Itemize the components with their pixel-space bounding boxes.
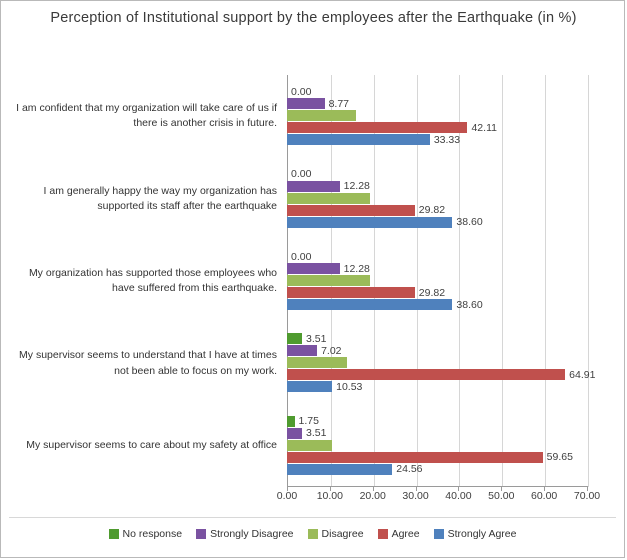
bar — [287, 134, 430, 145]
x-tick-label: 0.00 — [276, 490, 298, 502]
bar-value-label: 1.75 — [298, 415, 319, 428]
bar-value-label: 38.60 — [456, 298, 483, 311]
bar — [287, 181, 340, 192]
bar — [287, 287, 415, 298]
bar-value-label: 0.00 — [291, 85, 312, 98]
legend-swatch — [378, 529, 388, 539]
bar — [287, 345, 317, 356]
bar — [287, 452, 543, 463]
bar — [287, 440, 332, 451]
bar-value-label: 10.53 — [336, 380, 363, 393]
x-tick-label: 20.00 — [359, 490, 386, 502]
bar — [287, 110, 356, 121]
bar — [287, 299, 452, 310]
legend-item[interactable] — [378, 528, 420, 540]
legend-swatch — [109, 529, 119, 539]
legend-label: Strongly Agree — [447, 528, 517, 540]
bar — [287, 217, 452, 228]
legend-item[interactable] — [109, 528, 183, 540]
legend-label: Disagree — [321, 528, 364, 540]
bar — [287, 381, 332, 392]
category-label: I am confident that my organization will take care of us if there is another crisis in future. — [16, 102, 277, 130]
x-tick-label: 70.00 — [573, 490, 601, 502]
legend-swatch — [308, 529, 318, 539]
bar — [287, 98, 325, 109]
bar-value-label: 24.56 — [396, 463, 423, 476]
bar-value-label: 42.11 — [471, 121, 497, 134]
x-tick-label: 30.00 — [402, 490, 429, 502]
category-label: My organization has supported those employees who have suffered from this earthquake. — [28, 267, 277, 295]
legend-swatch — [196, 529, 206, 539]
x-tick-label: 40.00 — [445, 490, 472, 502]
gridline — [545, 75, 546, 487]
x-axis-line — [287, 486, 588, 487]
x-tick-label: 10.00 — [316, 490, 343, 502]
legend-divider — [9, 517, 616, 518]
bar — [287, 275, 370, 286]
bar-value-label: 7.02 — [321, 344, 342, 357]
gridline — [502, 75, 503, 487]
legend-item[interactable] — [434, 528, 517, 540]
bar-value-label: 59.65 — [546, 451, 573, 464]
bar-value-label: 33.33 — [433, 133, 461, 146]
bar — [287, 193, 370, 204]
bar — [287, 369, 565, 380]
bar-value-label: 3.51 — [306, 332, 327, 345]
x-tick-label: 60.00 — [531, 490, 558, 502]
legend-label: No response — [122, 528, 183, 540]
category-label: I am generally happy the way my organization has supported its staff after the earthquake — [43, 184, 277, 212]
legend-item[interactable] — [308, 528, 364, 540]
bar-value-label: 29.82 — [418, 286, 446, 299]
bar-value-label: 12.28 — [343, 180, 370, 193]
bar-value-label: 8.77 — [328, 97, 350, 110]
legend-label: Strongly Disagree — [210, 528, 294, 540]
bar — [287, 428, 302, 439]
legend-swatch — [434, 529, 444, 539]
bar — [287, 263, 340, 274]
legend-label: Agree — [391, 528, 420, 540]
gridline — [588, 75, 589, 487]
bar — [287, 122, 467, 133]
bar — [287, 464, 392, 475]
bar-value-label: 0.00 — [291, 168, 312, 181]
bar — [287, 416, 295, 427]
category-label: My supervisor seems to care about my safety at office — [26, 439, 277, 452]
bar — [287, 333, 302, 344]
x-tick-label: 50.00 — [488, 490, 515, 502]
bar-value-label: 12.28 — [343, 262, 370, 275]
bar — [287, 357, 347, 368]
bar-value-label: 0.00 — [291, 250, 312, 263]
bar-value-label: 64.91 — [569, 368, 596, 381]
chart-legend — [1, 528, 624, 540]
bar-value-label: 38.60 — [456, 216, 483, 229]
bar — [287, 205, 415, 216]
bar-value-label: 3.51 — [306, 427, 327, 440]
legend-item[interactable] — [196, 528, 293, 540]
category-label: My supervisor seems to understand that I have at times not been able to focus on my work. — [19, 349, 277, 377]
chart-title: Perception of Institutional support by the employees after the Earthquake (in %) — [50, 10, 577, 26]
bar-value-label: 29.82 — [418, 204, 446, 217]
